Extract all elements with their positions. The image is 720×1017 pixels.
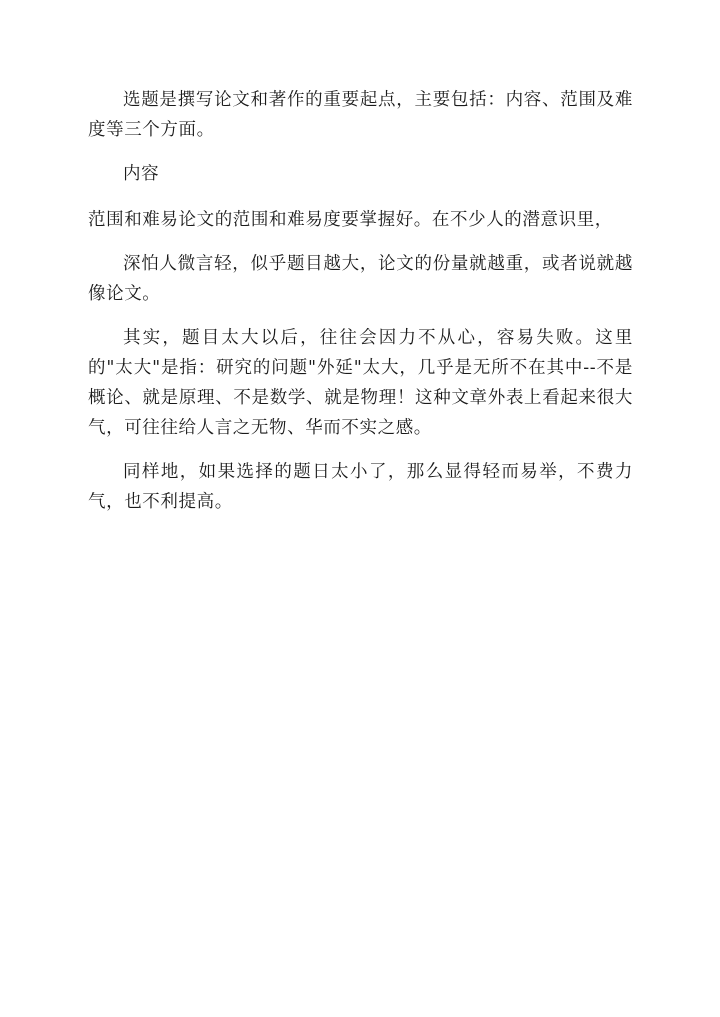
paragraph-too-large: 其实，题目太大以后，往往会因力不从心，容易失败。这里的"太大"是指：研究的问题"外延"太大，几乎是无所不在其中--不是概论、就是原理、不是数学、就是物理！这种文章外表上看起来很大气，可往往给人言之无物、华而不实之感。 bbox=[88, 328, 633, 438]
paragraph-scope: 范围和难易论文的范围和难易度要掌握好。在不少人的潜意识里， bbox=[88, 210, 613, 230]
paragraph-intro: 选题是撰写论文和著作的重要起点，主要包括：内容、范围及难度等三个方面。 bbox=[88, 90, 633, 140]
document-body bbox=[88, 85, 633, 531]
paragraph-too-small: 同样地，如果选择的题日太小了，那么显得轻而易举，不费力气，也不利提高。 bbox=[88, 462, 633, 512]
paragraph-heading-content: 内容 bbox=[123, 164, 160, 184]
paragraph-misconception: 深怕人微言轻，似乎题目越大，论文的份量就越重，或者说就越像论文。 bbox=[88, 254, 633, 304]
